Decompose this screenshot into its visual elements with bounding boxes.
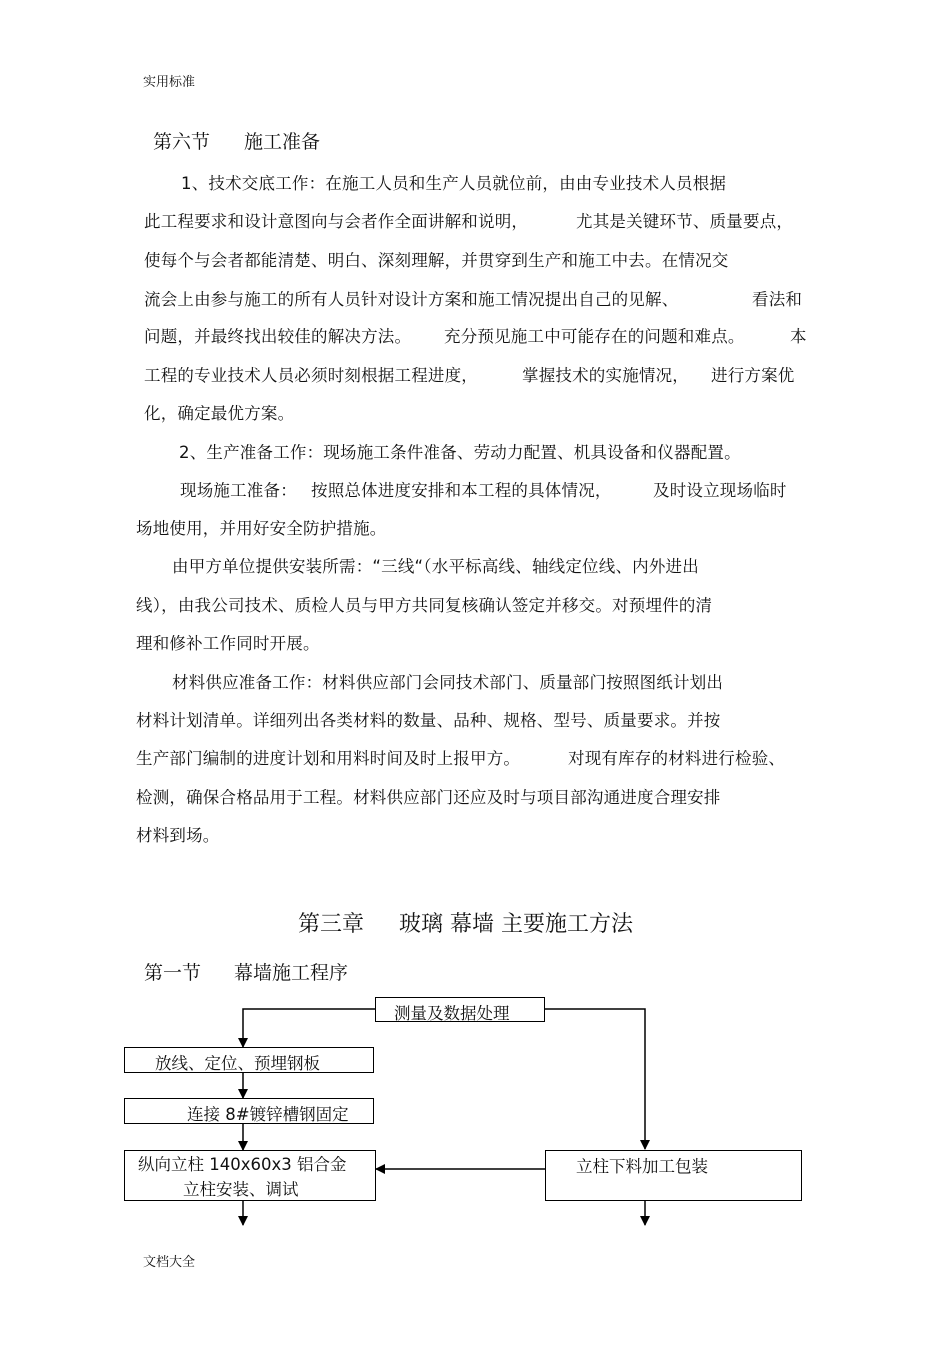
paragraph-line: 检测，确保合格品用于工程。材料供应部门还应及时与项目部沟通进度合理安排 xyxy=(136,788,721,807)
section-number: 第六节 xyxy=(153,131,211,153)
paragraph-line: 线），由我公司技术、质检人员与甲方共同复核确认签定并移交。对预埋件的清 xyxy=(136,596,713,615)
paragraph-line: 充分预见施工中可能存在的问题和难点。 xyxy=(444,327,745,346)
paragraph-line: 2、生产准备工作：现场施工条件准备、劳动力配置、机具设备和仪器配置。 xyxy=(179,443,741,462)
paragraph-line: 此工程要求和设计意图向与会者作全面讲解和说明， xyxy=(144,212,529,231)
flow-box-label: 测量及数据处理 xyxy=(394,1004,510,1023)
chapter-title: 玻璃 幕墙 主要施工方法 xyxy=(399,912,633,937)
paragraph-line: 对现有库存的材料进行检验、 xyxy=(568,749,786,768)
flow-box-layout xyxy=(124,1047,374,1073)
flow-box-label: 连接 8#镀锌槽钢固定 xyxy=(187,1105,349,1124)
chapter-number: 第三章 xyxy=(298,912,365,937)
paragraph-line: 1、技术交底工作：在施工人员和生产人员就位前，由由专业技术人员根据 xyxy=(181,174,727,193)
paragraph-line: 材料供应准备工作：材料供应部门会同技术部门、质量部门按照图纸计划出 xyxy=(172,673,724,692)
paragraph-line: 流会上由参与施工的所有人员针对设计方案和施工情况提出自己的见解、 xyxy=(144,290,679,309)
flow-box-column-install xyxy=(124,1150,376,1201)
paragraph-line: 现场施工准备： xyxy=(180,481,297,500)
paragraph-line: 材料到场。 xyxy=(136,826,220,845)
paragraph-line: 场地使用，并用好安全防护措施。 xyxy=(136,519,387,538)
paragraph-line: 理和修补工作同时开展。 xyxy=(136,634,320,653)
flow-box-measure xyxy=(375,997,545,1022)
paragraph-line: 本 xyxy=(790,327,807,346)
flow-box-label: 立柱下料加工包装 xyxy=(576,1157,708,1176)
flow-box-label: 纵向立柱 140x60x3 铝合金 xyxy=(138,1155,347,1174)
paragraph-line: 生产部门编制的进度计划和用料时间及时上报甲方。 xyxy=(136,749,521,768)
paragraph-line: 看法和 xyxy=(752,290,803,309)
flow-box-connect xyxy=(124,1098,374,1124)
paragraph-line: 及时设立现场临时 xyxy=(653,481,787,500)
paragraph-line: 掌握技术的实施情况， xyxy=(522,366,689,385)
section-title: 施工准备 xyxy=(244,131,321,153)
paragraph-line: 化，确定最优方案。 xyxy=(144,404,295,423)
arrow-measure-to-fabricate xyxy=(545,1009,645,1149)
arrow-measure-to-layout xyxy=(243,1009,375,1047)
paragraph-line: 按照总体进度安排和本工程的具体情况， xyxy=(311,481,612,500)
paragraph-line: 工程的专业技术人员必须时刻根据工程进度， xyxy=(144,366,478,385)
paragraph-line: 进行方案优 xyxy=(711,366,795,385)
paragraph-line: 材料计划清单。详细列出各类材料的数量、品种、规格、型号、质量要求。并按 xyxy=(136,711,721,730)
section-number: 第一节 xyxy=(144,962,202,984)
flow-box-label: 立柱安装、调试 xyxy=(183,1180,299,1199)
paragraph-line: 尤其是关键环节、质量要点， xyxy=(576,212,794,231)
flow-box-label: 放线、定位、预埋钢板 xyxy=(155,1054,320,1073)
page-header: 实用标准 xyxy=(143,75,196,90)
paragraph-line: 使每个与会者都能清楚、明白、深刻理解，并贯穿到生产和施工中去。在情况交 xyxy=(144,251,729,270)
page-footer: 文档大全 xyxy=(143,1255,196,1270)
paragraph-line: 问题，并最终找出较佳的解决方法。 xyxy=(144,327,412,346)
paragraph-line: 由甲方单位提供安装所需：“三线“（水平标高线、轴线定位线、内外进出 xyxy=(172,557,699,576)
section-title: 幕墙施工程序 xyxy=(234,962,349,984)
flow-box-fabricate xyxy=(545,1150,802,1201)
